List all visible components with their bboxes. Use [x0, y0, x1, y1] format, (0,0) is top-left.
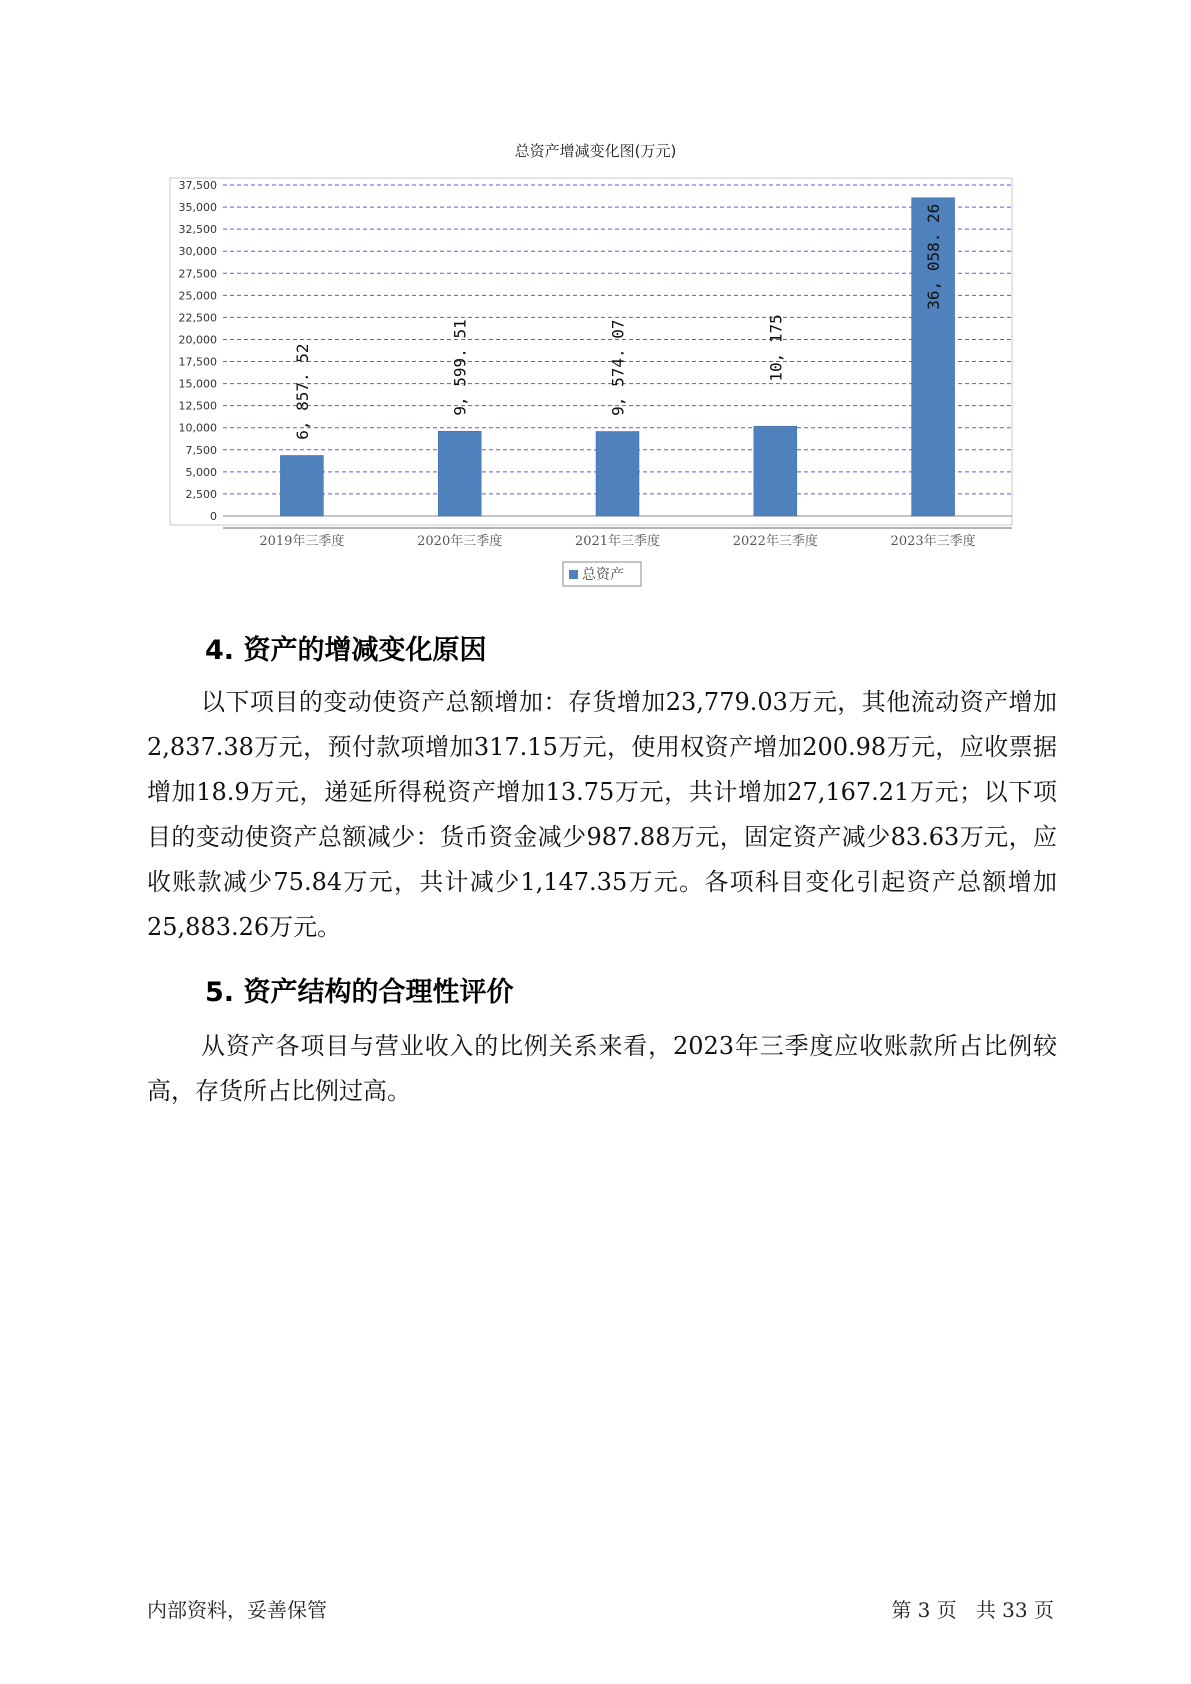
bar — [438, 431, 481, 516]
y-tick-label: 10,000 — [178, 421, 217, 435]
data-label: 9, 599. 51 — [450, 319, 470, 416]
x-tick-label: 2019年三季度 — [259, 534, 345, 549]
data-label: 9, 574. 07 — [608, 319, 628, 416]
y-tick-label: 5,000 — [185, 465, 217, 479]
y-tick-label: 27,500 — [178, 267, 217, 281]
bar — [754, 426, 797, 516]
y-tick-label: 12,500 — [178, 399, 217, 413]
footer-confidential-note: 内部资料，妥善保管 — [147, 1598, 327, 1622]
y-tick-label: 20,000 — [178, 333, 217, 347]
legend-swatch — [569, 570, 578, 579]
bar — [596, 431, 639, 516]
y-tick-label: 30,000 — [178, 245, 217, 259]
section-4-heading: 4. 资产的增减变化原因 — [205, 635, 487, 666]
x-tick-label: 2022年三季度 — [732, 534, 818, 549]
y-tick-label: 0 — [210, 510, 217, 523]
section-4-paragraph: 以下项目的变动使资产总额增加：存货增加23,779.03万元，其他流动资产增加2,837.38万元，预付款项增加317.15万元，使用权资产增加200.98万元，应收票据增加18.9万元，递延所得税资产增加13.75万元，共计增加27,167.21万元；以下项目的变动使资产总额减少：货币资金减少987.88万元，固定资产减少83.63万元，应收账款减少75.84万元，共计减少1,147.35万元。各项科目变化引起资产总额增加25,883.26万元。 — [147, 688, 1057, 941]
total-assets-chart — [0, 0, 1191, 600]
footer-page-number: 第 3 页 共 33 页 — [891, 1598, 1054, 1622]
y-tick-label: 15,000 — [178, 377, 217, 391]
bar — [280, 455, 323, 516]
y-tick-label: 35,000 — [178, 201, 217, 215]
section-5-heading: 5. 资产结构的合理性评价 — [205, 977, 514, 1008]
chart-title: 总资产增减变化图(万元) — [514, 142, 677, 160]
section-5-paragraph: 从资产各项目与营业收入的比例关系来看，2023年三季度应收账款所占比例较高，存货所占比例过高。 — [147, 1032, 1057, 1105]
y-tick-label: 2,500 — [185, 487, 217, 501]
y-tick-label: 7,500 — [185, 443, 217, 457]
x-tick-label: 2021年三季度 — [574, 534, 661, 549]
y-tick-label: 25,000 — [178, 289, 217, 303]
y-tick-label: 32,500 — [178, 223, 217, 237]
y-tick-label: 22,500 — [178, 311, 217, 325]
data-label: 6, 857. 52 — [292, 343, 312, 440]
legend-label: 总资产 — [582, 567, 624, 583]
x-tick-label: 2023年三季度 — [890, 534, 976, 549]
x-tick-label: 2020年三季度 — [417, 534, 503, 549]
data-label: 10, 175 — [766, 314, 786, 382]
data-label: 36, 058. 26 — [924, 203, 944, 310]
y-tick-label: 37,500 — [178, 179, 217, 192]
y-tick-label: 17,500 — [178, 355, 217, 369]
